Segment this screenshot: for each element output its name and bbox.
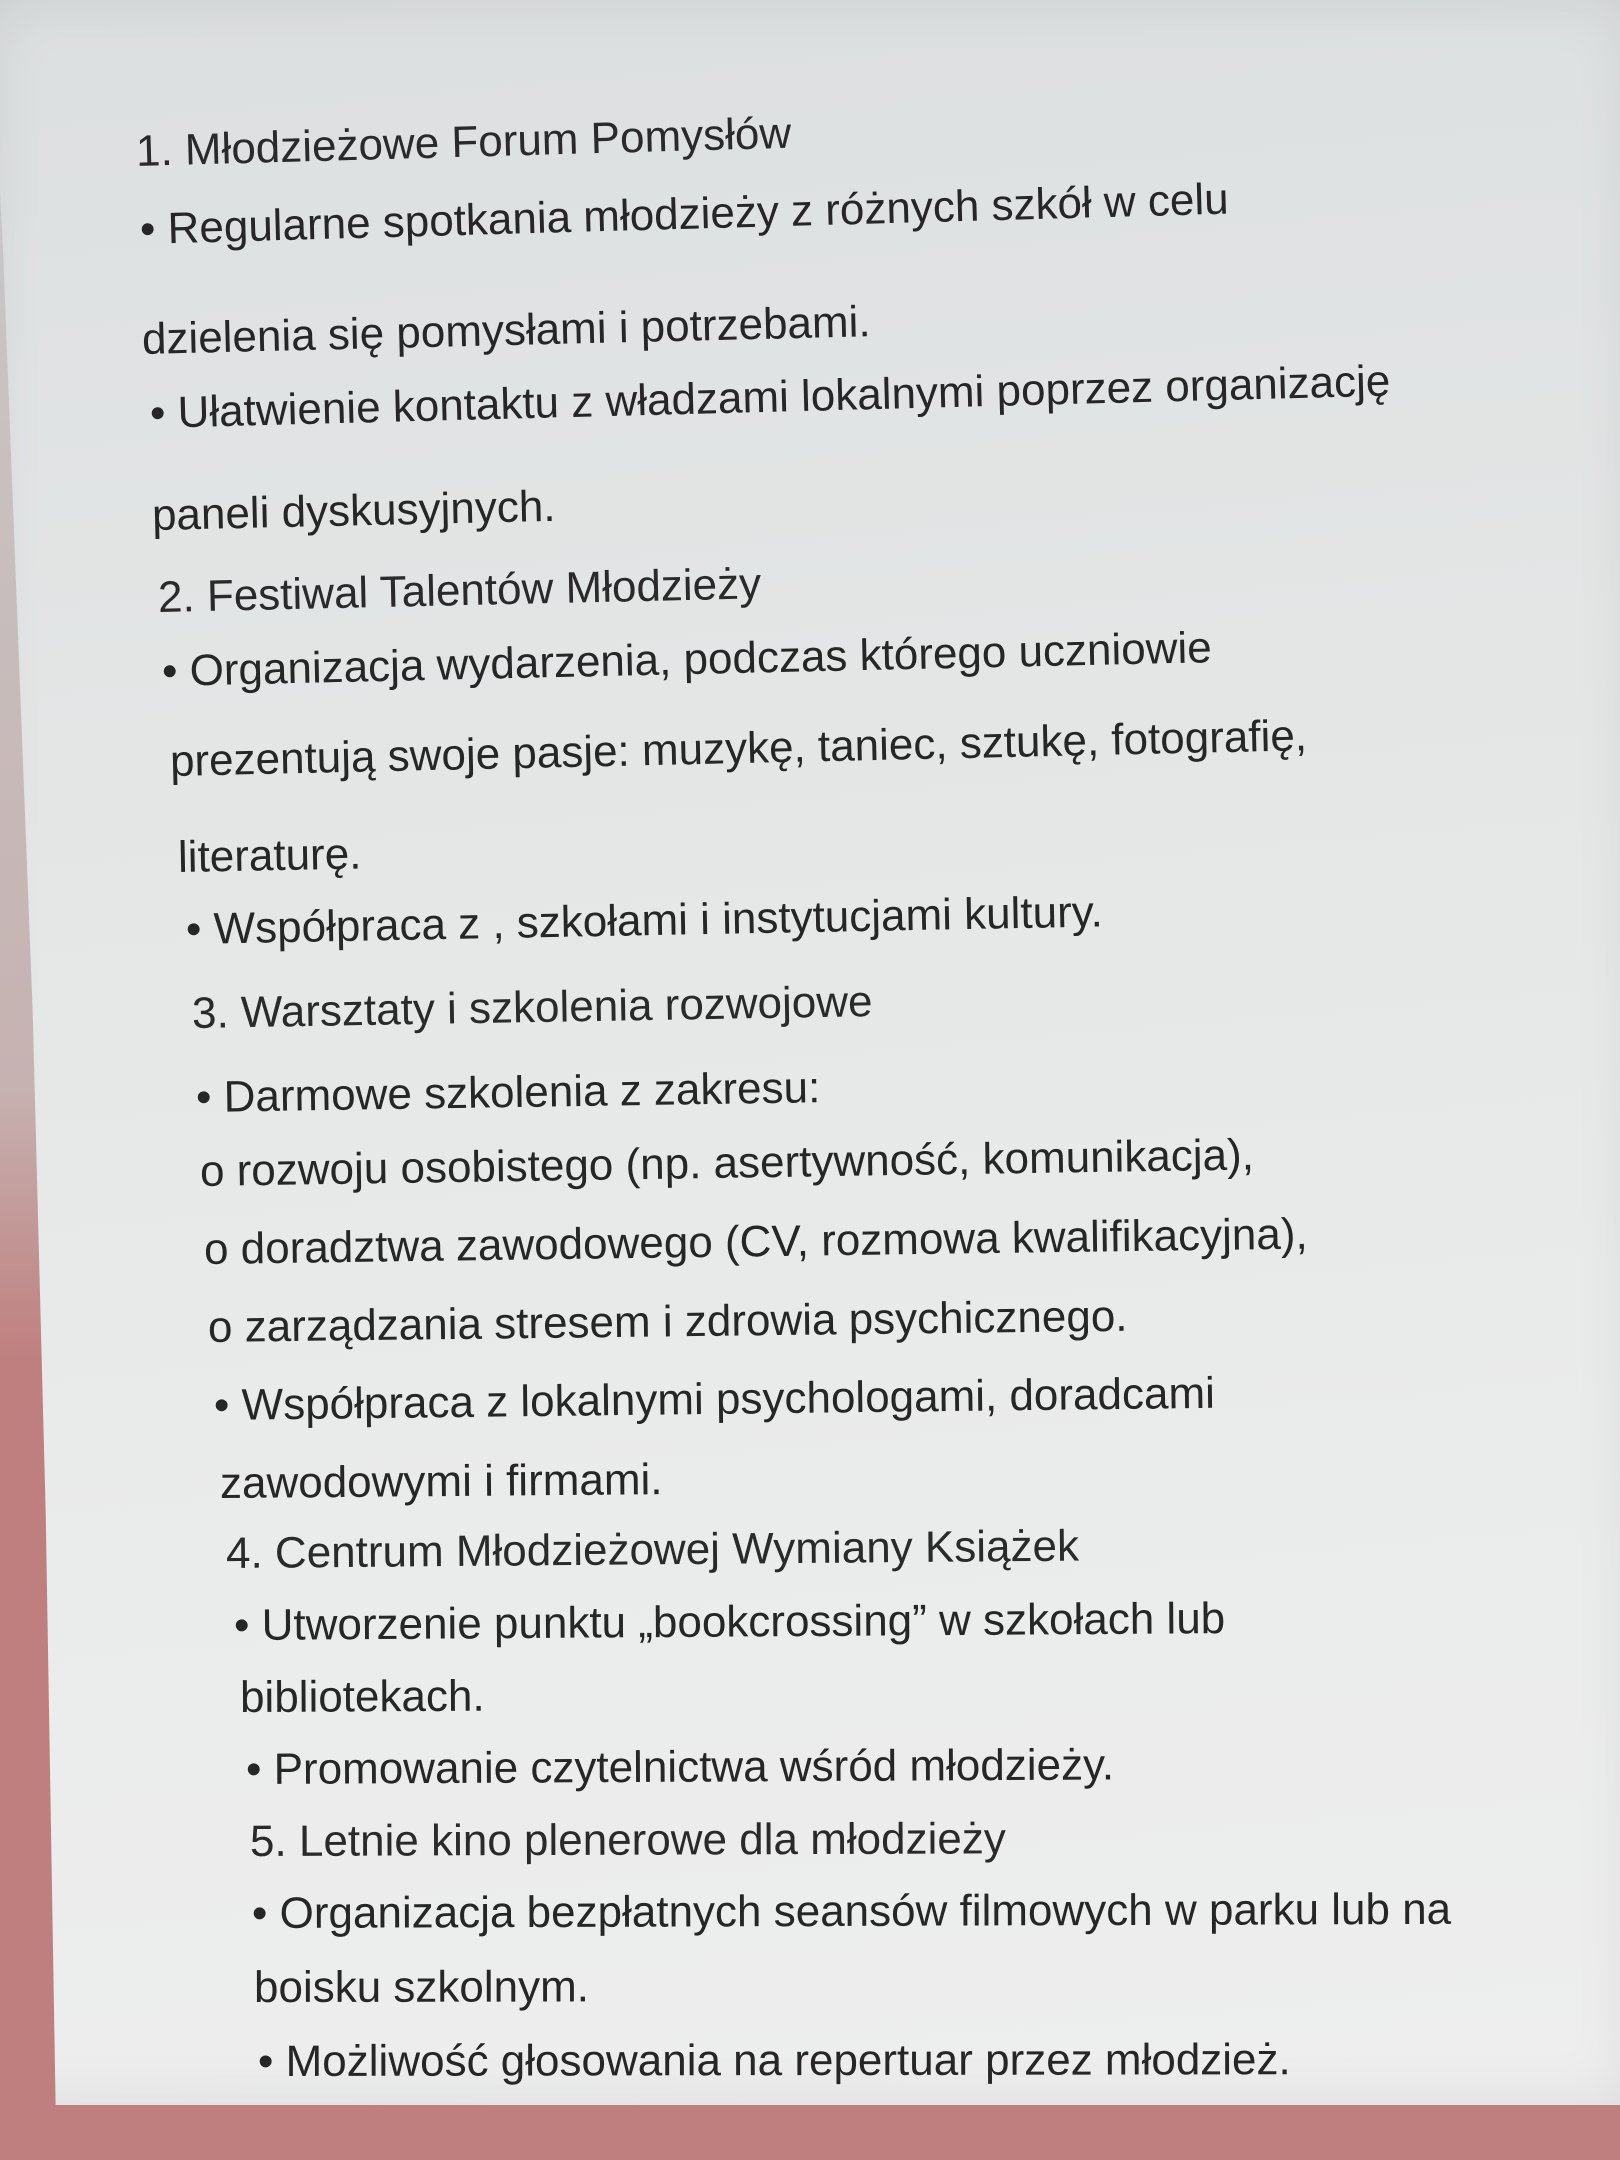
bullet-line: • Ułatwienie kontaktu z władzami lokalnymi poprzez organizację [149, 356, 1391, 438]
heading-4: 4. Centrum Młodzieżowej Wymiany Książek [225, 1521, 1080, 1578]
bullet-line: • Regularne spotkania młodzieży z różnych szkół w celu [139, 174, 1230, 254]
bullet-line: • Darmowe szkolenia z zakresu: [195, 1063, 821, 1122]
bullet-line: • Możliwość głosowania na repertuar przez młodzież. [257, 2035, 1291, 2086]
text-line: zawodowymi i firmami. [219, 1455, 663, 1508]
bullet-line: • Utworzenie punktu „bookcrossing” w szkołach lub [233, 1594, 1226, 1650]
text-line: prezentują swoje pasje: muzykę, taniec, sztukę, fotografię, [169, 711, 1308, 786]
bullet-line: • Promowanie czytelnictwa wśród młodzieży. [245, 1740, 1115, 1794]
bullet-line: • Organizacja bezpłatnych seansów filmowych w parku lub na [251, 1884, 1452, 1938]
sub-item-line: o doradztwa zawodowego (CV, rozmowa kwalifikacyjna), [203, 1209, 1308, 1274]
text-line: boisku szkolnym. [253, 1962, 590, 2012]
text-line: dzielenia się pomysłami i potrzebami. [141, 297, 872, 364]
bullet-line: • Współpraca z lokalnymi psychologami, doradcami [213, 1368, 1216, 1430]
bullet-line: • Organizacja wydarzenia, podczas którego uczniowie [161, 623, 1213, 696]
heading-5: 5. Letnie kino plenerowe dla młodzieży [249, 1814, 1006, 1866]
text-line: bibliotekach. [239, 1671, 485, 1722]
bullet-line: • Współpraca z , szkołami i instytucjami kultury. [185, 887, 1104, 954]
text-line: literaturę. [177, 829, 362, 882]
heading-2: 2. Festiwal Talentów Młodzieży [157, 559, 762, 622]
text-line: paneli dyskusyjnych. [151, 481, 556, 540]
sub-item-line: o zarządzania stresem i zdrowia psychicznego. [207, 1291, 1128, 1352]
heading-3: 3. Warsztaty i szkolenia rozwojowe [191, 977, 873, 1038]
heading-1: 1. Młodzieżowe Forum Pomysłów [135, 108, 792, 176]
sub-item-line: o rozwoju osobistego (np. asertywność, komunikacja), [199, 1130, 1255, 1196]
